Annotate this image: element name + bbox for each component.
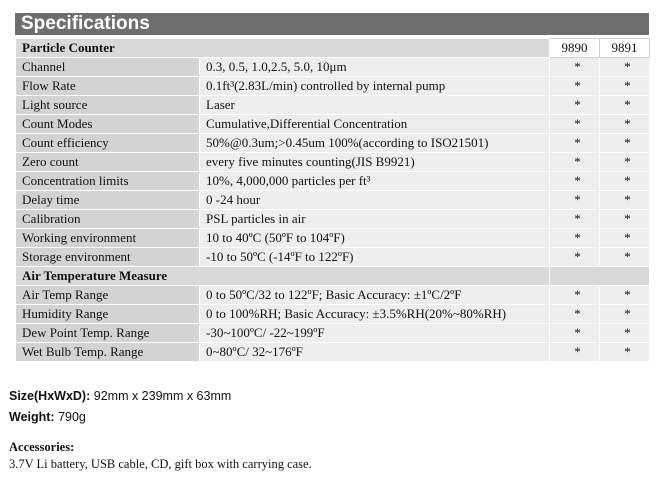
spec-name: Count efficiency xyxy=(16,134,200,153)
table-row xyxy=(16,115,650,134)
size-value: 92mm x 239mm x 63mm xyxy=(93,389,232,403)
table-row xyxy=(16,324,650,343)
table-row xyxy=(16,305,650,324)
model-9891-mark: * xyxy=(600,58,650,77)
spec-value: 0.1ft³(2.83L/min) controlled by internal pump xyxy=(200,77,550,96)
spec-name: Count Modes xyxy=(16,115,200,134)
table-row xyxy=(16,96,650,115)
table-row xyxy=(16,77,650,96)
spec-name: Flow Rate xyxy=(16,77,200,96)
specifications-table xyxy=(15,38,650,362)
model-9891-mark: * xyxy=(600,248,650,267)
spec-value: Laser xyxy=(200,96,550,115)
spec-name: Wet Bulb Temp. Range xyxy=(16,343,200,362)
spec-name: Dew Point Temp. Range xyxy=(16,324,200,343)
spec-name: Calibration xyxy=(16,210,200,229)
size-label: Size(HxWxD): xyxy=(9,389,91,403)
accessories-title: Accessories: xyxy=(9,440,75,454)
model-9890-mark: * xyxy=(550,286,600,305)
model-9891-mark: * xyxy=(600,153,650,172)
model-9890-mark: * xyxy=(550,191,600,210)
table-row xyxy=(16,172,650,191)
specifications-table-body xyxy=(16,39,650,362)
spec-name: Storage environment xyxy=(16,248,200,267)
spec-value: 0.3, 0.5, 1.0,2.5, 5.0, 10μm xyxy=(200,58,550,77)
model-9890-mark: * xyxy=(550,343,600,362)
spec-value: PSL particles in air xyxy=(200,210,550,229)
model-9890-mark: * xyxy=(550,210,600,229)
spec-name: Air Temp Range xyxy=(16,286,200,305)
model-header-9890: 9890 xyxy=(550,39,600,58)
model-9890-mark: * xyxy=(550,96,600,115)
section-header-row xyxy=(16,39,650,58)
model-9891-mark: * xyxy=(600,191,650,210)
model-9890-mark: * xyxy=(550,153,600,172)
spec-value: 0 to 50ºC/32 to 122ºF; Basic Accuracy: ±1ºC/2ºF xyxy=(200,286,550,305)
accessories-text: 3.7V Li battery, USB cable, CD, gift box with carrying case. xyxy=(9,457,312,471)
section-heading: Air Temperature Measure xyxy=(16,267,550,286)
spec-name: Channel xyxy=(16,58,200,77)
model-9890-mark: * xyxy=(550,58,600,77)
model-9891-mark: * xyxy=(600,210,650,229)
model-9890-mark: * xyxy=(550,305,600,324)
table-row xyxy=(16,191,650,210)
weight-line xyxy=(9,410,86,424)
model-9890-mark: * xyxy=(550,134,600,153)
section-heading-fill xyxy=(550,267,650,286)
spec-value: Cumulative,Differential Concentration xyxy=(200,115,550,134)
model-header-9891: 9891 xyxy=(600,39,650,58)
spec-name: Humidity Range xyxy=(16,305,200,324)
spec-name: Delay time xyxy=(16,191,200,210)
specifications-banner: Specifications xyxy=(15,13,649,35)
weight-value: 790g xyxy=(58,410,86,424)
table-row xyxy=(16,229,650,248)
model-9891-mark: * xyxy=(600,305,650,324)
table-row xyxy=(16,58,650,77)
model-9891-mark: * xyxy=(600,343,650,362)
section-heading: Particle Counter xyxy=(16,39,550,58)
model-9891-mark: * xyxy=(600,286,650,305)
spec-value: 50%@0.3um;>0.45um 100%(according to ISO21501) xyxy=(200,134,550,153)
model-9891-mark: * xyxy=(600,172,650,191)
model-9891-mark: * xyxy=(600,324,650,343)
table-row xyxy=(16,153,650,172)
spec-name: Zero count xyxy=(16,153,200,172)
model-9890-mark: * xyxy=(550,248,600,267)
model-9890-mark: * xyxy=(550,77,600,96)
spec-name: Light source xyxy=(16,96,200,115)
spec-value: -10 to 50ºC (-14ºF to 122ºF) xyxy=(200,248,550,267)
section-header-row xyxy=(16,267,650,286)
model-9890-mark: * xyxy=(550,324,600,343)
spec-value: -30~100ºC/ -22~199ºF xyxy=(200,324,550,343)
spec-name: Concentration limits xyxy=(16,172,200,191)
spec-value: every five minutes counting(JIS B9921) xyxy=(200,153,550,172)
model-9891-mark: * xyxy=(600,229,650,248)
spec-value: 0 to 100%RH; Basic Accuracy: ±3.5%RH(20%~80%RH) xyxy=(200,305,550,324)
model-9890-mark: * xyxy=(550,172,600,191)
table-row xyxy=(16,210,650,229)
model-9890-mark: * xyxy=(550,229,600,248)
spec-value: 10 to 40ºC (50ºF to 104ºF) xyxy=(200,229,550,248)
model-9891-mark: * xyxy=(600,115,650,134)
model-9891-mark: * xyxy=(600,96,650,115)
spec-value: 10%, 4,000,000 particles per ft³ xyxy=(200,172,550,191)
table-row xyxy=(16,248,650,267)
model-9890-mark: * xyxy=(550,115,600,134)
spec-value: 0 -24 hour xyxy=(200,191,550,210)
table-row xyxy=(16,286,650,305)
weight-label: Weight: xyxy=(9,410,55,424)
model-9891-mark: * xyxy=(600,134,650,153)
spec-name: Working environment xyxy=(16,229,200,248)
table-row xyxy=(16,134,650,153)
model-9891-mark: * xyxy=(600,77,650,96)
table-row xyxy=(16,343,650,362)
spec-value: 0~80ºC/ 32~176ºF xyxy=(200,343,550,362)
size-line xyxy=(9,389,231,403)
